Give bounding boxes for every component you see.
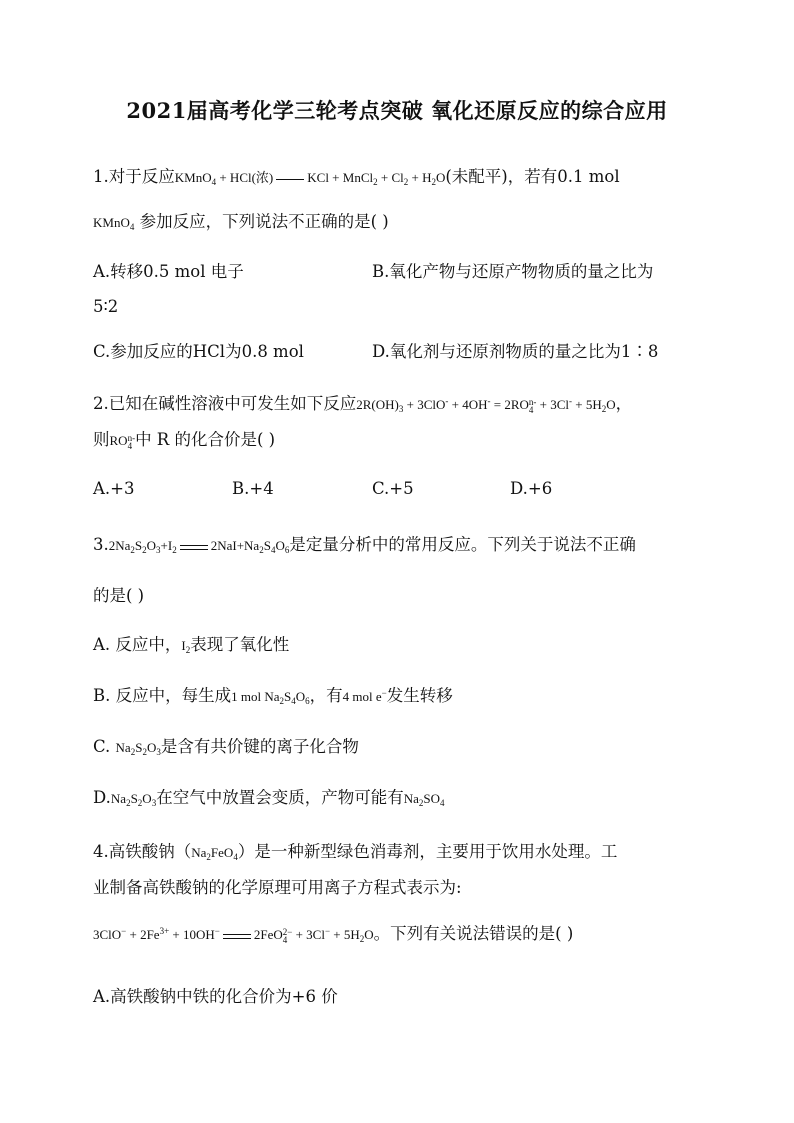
q3-na2s2o3-formula: $Na_2S_2O_3$ — [115, 740, 161, 757]
q3-option-a[interactable]: A. 反应中，$I_2$表现了氧化性 — [93, 635, 290, 655]
q2-equation: $2R(OH)_3 + 3ClO^- + 4OH^- = 2RO$ n- 4 + $3Cl^- + 5H_2O$ — [356, 396, 616, 416]
q4-suffix: ）是一种新型绿色消毒剂，主要用于饮用水处理。工 — [237, 842, 618, 861]
q1-equation: KMnO$_4$ + HCl(浓) KCl + MnCl$_2$ + $Cl_2 + H_2O$ — [174, 170, 446, 187]
q1-option-d[interactable]: D.氧化剂与还原剂物质的量之比为1∶8 — [372, 342, 659, 361]
q1-option-b-cont: 5∶2 — [93, 297, 119, 316]
q2-ro4-formula: RO n- 4 — [109, 433, 136, 452]
q2-option-b[interactable]: B.+4 — [232, 479, 274, 498]
q3-stem — [93, 533, 636, 558]
q4-option-a[interactable]: A.高铁酸钠中铁的化合价为+6 价 — [93, 987, 338, 1006]
q3-na2so4-formula: $Na_2SO_4$ — [403, 791, 445, 808]
q1-option-a[interactable]: A.转移0.5 mol 电子 — [93, 262, 244, 281]
q2-prefix: 2.已知在碱性溶液中可发生如下反应 — [93, 394, 357, 413]
q4-line3-post: 。下列有关说法错误的是( ) — [373, 924, 574, 943]
q3-i2-formula: $I_2$ — [181, 638, 191, 655]
q4-na2feo4-formula: $Na_2FeO_4$ — [191, 845, 238, 862]
q1-option-c[interactable]: C.参加反应的HCl为0.8 mol — [93, 342, 304, 361]
q3-option-b[interactable]: B. 反应中，每生成1 mol $Na_2S_4O_6$，有4 mol e−发生转移 — [93, 686, 453, 706]
q3-na2s2o3-formula-d: $Na_2S_2O_3$ — [110, 791, 157, 808]
q2-line2-post: 中 R 的化合价是( ) — [135, 430, 276, 449]
q4-stem-line2: 业制备高铁酸钠的化学原理可用离子方程式表示为: — [93, 878, 462, 897]
q3-prefix: 3. — [93, 535, 109, 554]
q4-prefix: 4.高铁酸钠（ — [93, 842, 192, 861]
q1-line2-text: 参加反应，下列说法不正确的是( ) — [139, 212, 389, 231]
q4-stem — [93, 840, 617, 865]
q2-option-c[interactable]: C.+5 — [372, 479, 414, 498]
q1-note: (未配平)，若有0.1 mol — [445, 167, 620, 186]
q3-suffix: 是定量分析中的常用反应。下列关于说法不正确 — [289, 535, 636, 554]
q3-equation: $2Na_2S_2O_3+I_2$ $2NaI+Na_2S_4O_6$ — [108, 538, 290, 555]
q4-stem-line3 — [93, 922, 573, 947]
q2-stem: 2.已知在碱性溶液中可发生如下反应$2R(OH)_3 + 3ClO^- + 4OH^- = 2RO$ n- 4 + $3Cl^- + 5H_2O$， — [93, 394, 633, 416]
q2-option-d[interactable]: D.+6 — [510, 479, 553, 498]
q1-stem — [93, 165, 620, 190]
q3-product-amount: 1 mol $Na_2S_4O_6$ — [231, 689, 310, 706]
q2-line2-pre: 则 — [93, 430, 110, 449]
q2-option-a[interactable]: A.+3 — [93, 479, 135, 498]
q3-electron-amount: 4 mol e− — [342, 688, 387, 704]
q1-kmno4-formula: KMnO$_4$ — [93, 215, 135, 232]
q1-stem-line2 — [93, 210, 389, 235]
q4-equation: $3ClO^- + 2Fe^{3+} + 10OH^-$ 2FeO 2− 4 + $3Cl^- + 5H_2O$ — [93, 926, 374, 946]
page-title: 2021届高考化学三轮考点突破 氧化还原反应的综合应用 — [126, 98, 668, 123]
q3-option-c[interactable]: C. $Na_2S_2O_3$是含有共价键的离子化合物 — [93, 737, 359, 757]
q3-option-d[interactable]: $D.Na_2S_2O_3$在空气中放置会变质，产物可能有$Na_2SO_4$ — [93, 788, 445, 808]
q3-stem-line2: 的是( ) — [93, 586, 145, 605]
q1-option-b[interactable]: B.氧化产物与还原产物物质的量之比为 — [372, 262, 654, 281]
q1-prefix: 1.对于反应 — [93, 167, 175, 186]
q2-stem-line2 — [93, 428, 275, 453]
